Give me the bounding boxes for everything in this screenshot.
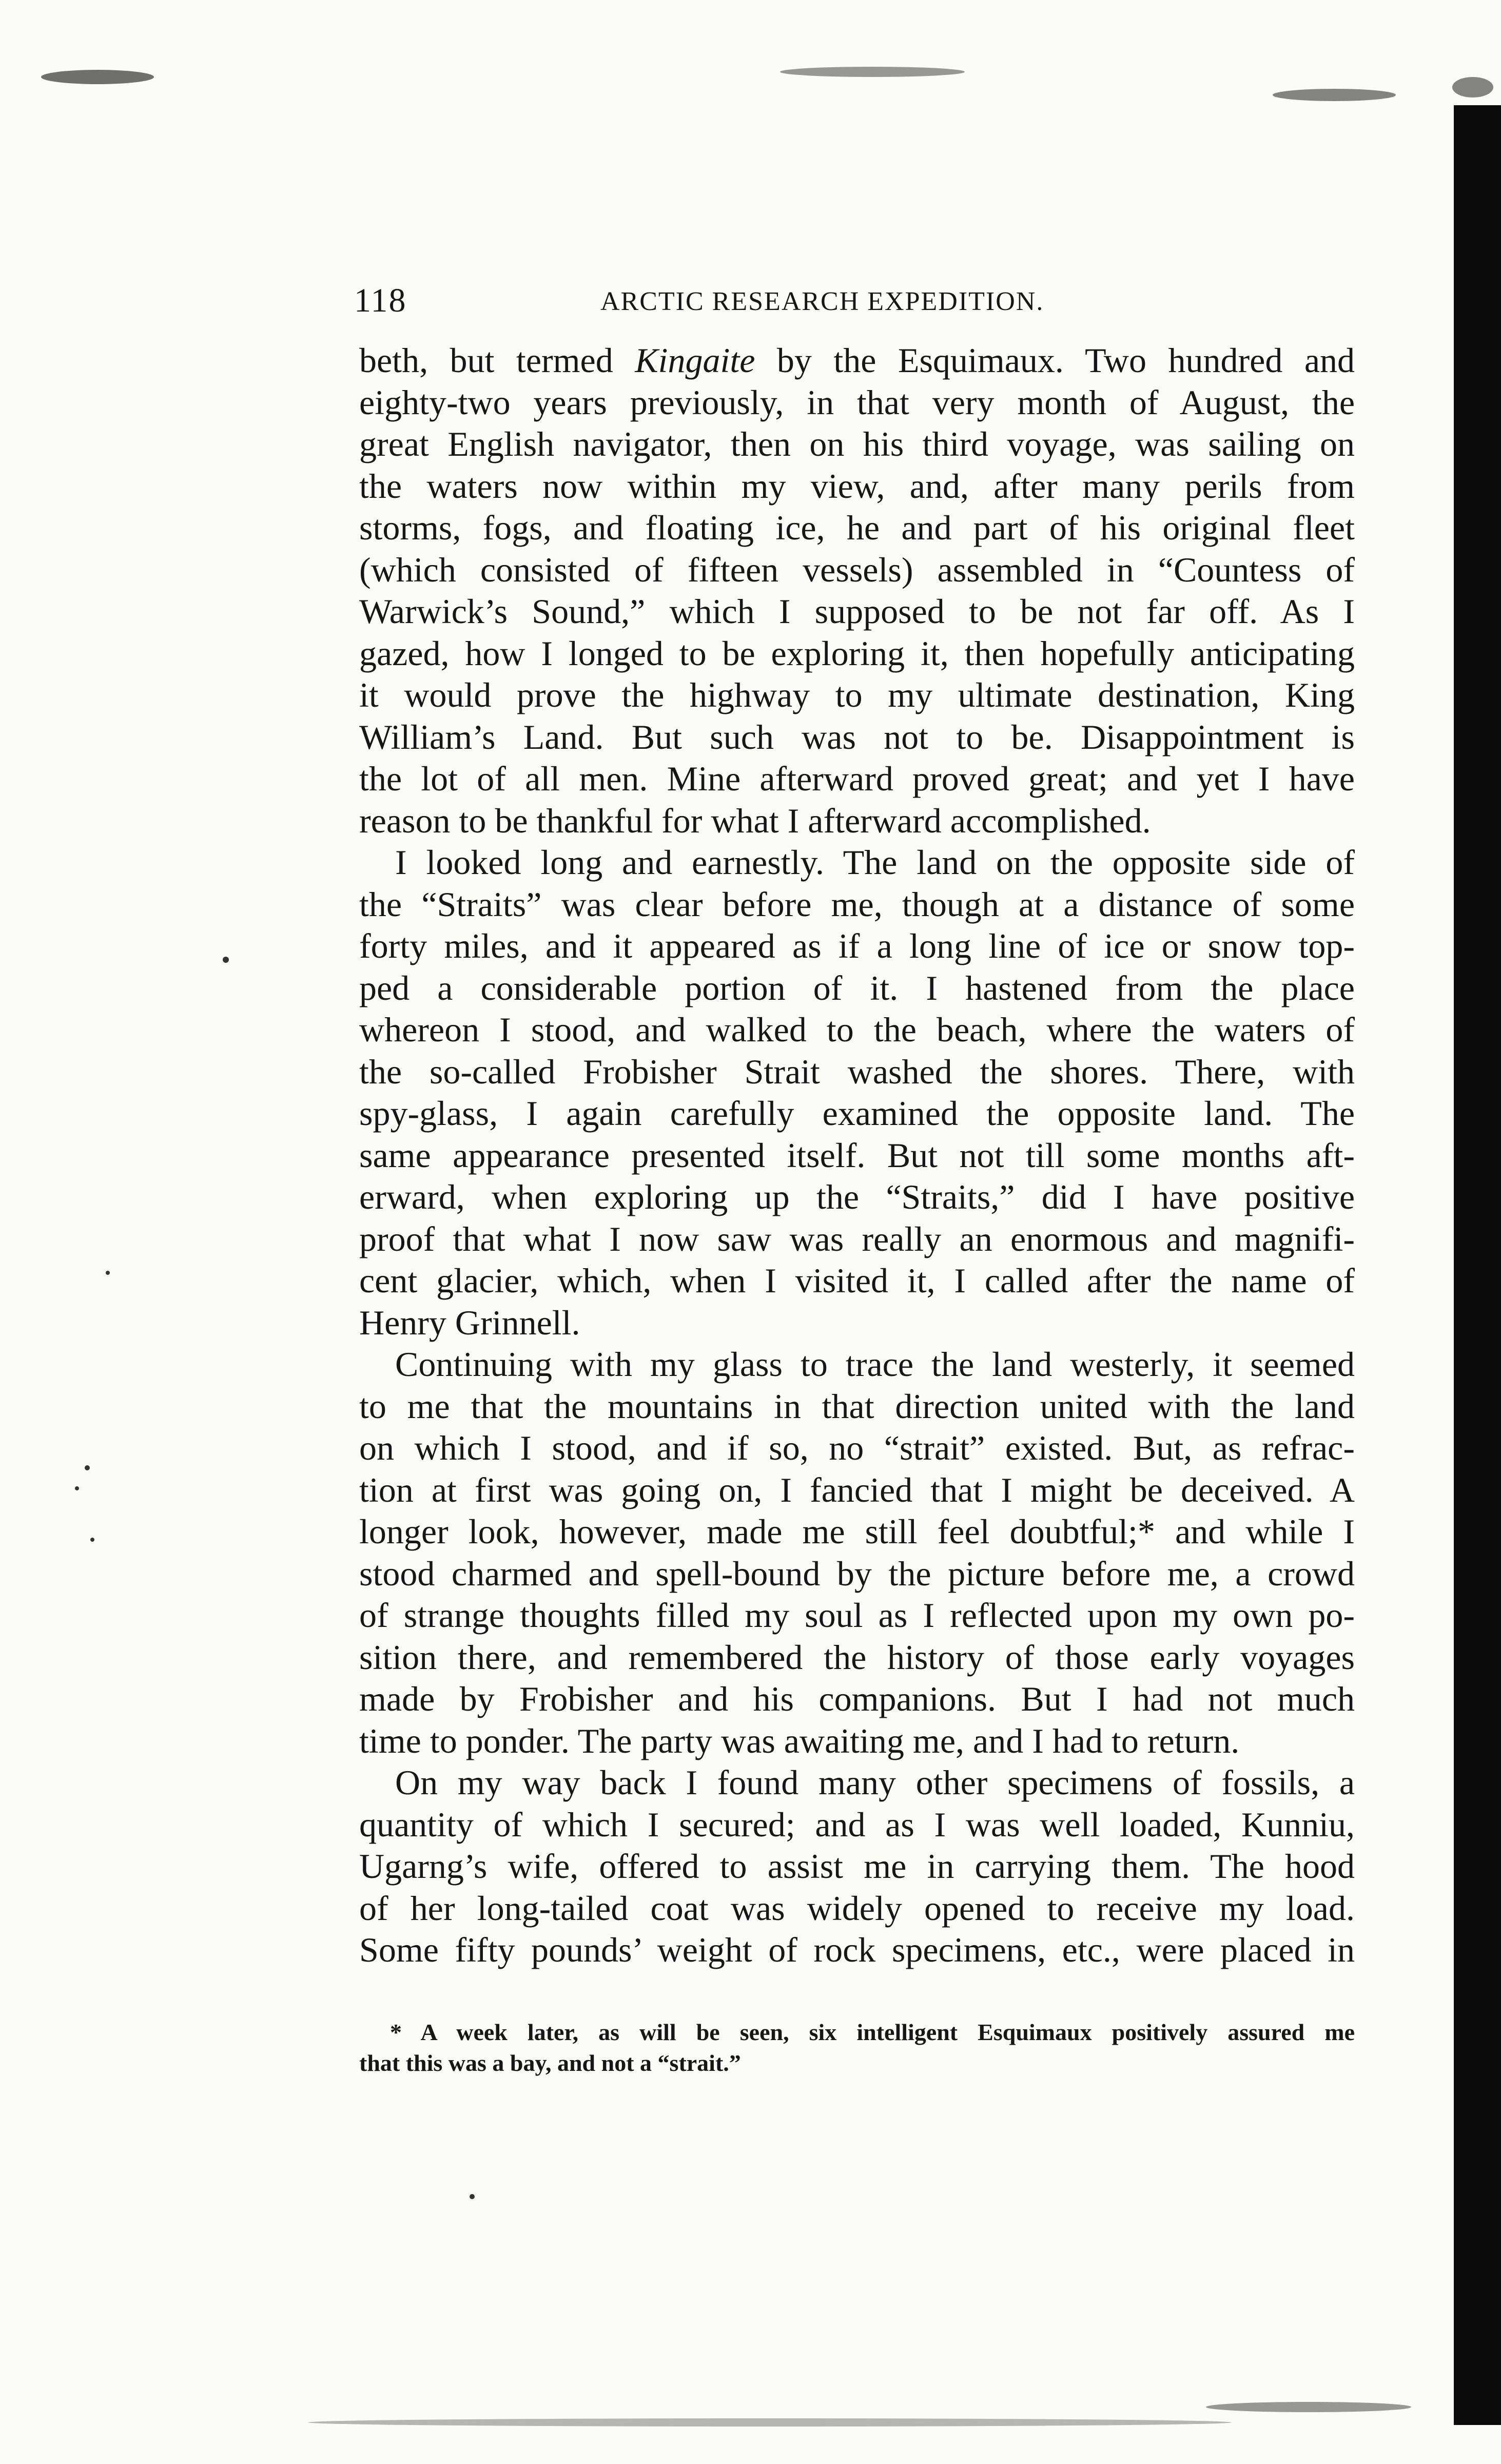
text-line: storms, fogs, and floating ice, he and part of his original fleet: [359, 508, 1355, 547]
text-line: Continuing with my glass to trace the land westerly, it seemed: [395, 1345, 1355, 1384]
text-line: on which I stood, and if so, no “strait” existed. But, as refrac-: [359, 1428, 1355, 1467]
text-line: whereon I stood, and walked to the beach, where the waters of: [359, 1010, 1355, 1049]
footnote: [359, 2017, 1355, 2079]
text-line: forty miles, and it appeared as if a long line of ice or snow top-: [359, 926, 1355, 965]
text-line: beth, but termed Kingaite by the Esquimaux. Two hundred and: [359, 341, 1355, 380]
text-line: Warwick’s Sound,” which I supposed to be not far off. As I: [359, 592, 1355, 631]
page-edge-shadow: [1454, 105, 1501, 2425]
text-line: Ugarng’s wife, offered to assist me in carrying them. The hood: [359, 1847, 1355, 1886]
running-head: [354, 281, 1360, 327]
italic-word: Kingaite: [635, 341, 755, 380]
text-line: of her long-tailed coat was widely opened to receive my load.: [359, 1888, 1355, 1928]
text-line: the “Straits” was clear before me, though at a distance of some: [359, 884, 1355, 924]
text-line: Henry Grinnell.: [359, 1303, 580, 1342]
text-line: cent glacier, which, when I visited it, I called after the name of: [359, 1261, 1355, 1300]
text-line: time to ponder. The party was awaiting me, and I had to return.: [359, 1721, 1240, 1760]
text-line: longer look, however, made me still feel doubtful;* and while I: [359, 1512, 1355, 1551]
page-number: 118: [354, 282, 407, 319]
text-line: eighty-two years previously, in that very month of August, the: [359, 382, 1355, 422]
text-line: (which consisted of fifteen vessels) assembled in “Countess of: [359, 550, 1355, 589]
text-line: proof that what I now saw was really an enormous and magnifi-: [359, 1219, 1355, 1258]
text-line: to me that the mountains in that direction united with the land: [359, 1386, 1355, 1426]
text-line: tion at first was going on, I fancied that I might be deceived. A: [359, 1470, 1355, 1509]
text-line: ped a considerable portion of it. I hastened from the place: [359, 968, 1355, 1007]
text-line: great English navigator, then on his third voyage, was sailing on: [359, 424, 1355, 463]
text-line: sition there, and remembered the history of those early voyages: [359, 1637, 1355, 1677]
text-line: of strange thoughts filled my soul as I reflected upon my own po-: [359, 1596, 1355, 1635]
footnote-line: that this was a bay, and not a “strait.”: [359, 2050, 741, 2076]
text-line: it would prove the highway to my ultimate destination, King: [359, 675, 1355, 714]
text-line: the so-called Frobisher Strait washed the shores. There, with: [359, 1052, 1355, 1091]
running-title: ARCTIC RESEARCH EXPEDITION.: [600, 287, 1044, 316]
text-line: reason to be thankful for what I afterward accomplished.: [359, 801, 1151, 840]
text-line: quantity of which I secured; and as I was well loaded, Kunniu,: [359, 1805, 1355, 1844]
text-line: Some fifty pounds’ weight of rock specimens, etc., were placed in: [359, 1930, 1355, 1969]
text-line: erward, when exploring up the “Straits,” did I have positive: [359, 1177, 1355, 1216]
body-text: [359, 340, 1355, 1971]
text-line: gazed, how I longed to be exploring it, then hopefully anticipating: [359, 633, 1355, 673]
text-line: the lot of all men. Mine afterward proved great; and yet I have: [359, 759, 1355, 798]
text-line: same appearance presented itself. But not till some months aft-: [359, 1135, 1355, 1175]
text-line: William’s Land. But such was not to be. Disappointment is: [359, 717, 1355, 756]
text-line: made by Frobisher and his companions. But I had not much: [359, 1679, 1355, 1718]
text-line: spy-glass, I again carefully examined the opposite land. The: [359, 1094, 1355, 1133]
text-line: I looked long and earnestly. The land on the opposite side of: [395, 843, 1355, 882]
footnote-line: * A week later, as will be seen, six intelligent Esquimaux positively assured me: [390, 2019, 1355, 2045]
text-line: stood charmed and spell-bound by the picture before me, a crowd: [359, 1554, 1355, 1593]
text-line: the waters now within my view, and, after many perils from: [359, 466, 1355, 506]
text-line: On my way back I found many other specimens of fossils, a: [395, 1763, 1355, 1802]
